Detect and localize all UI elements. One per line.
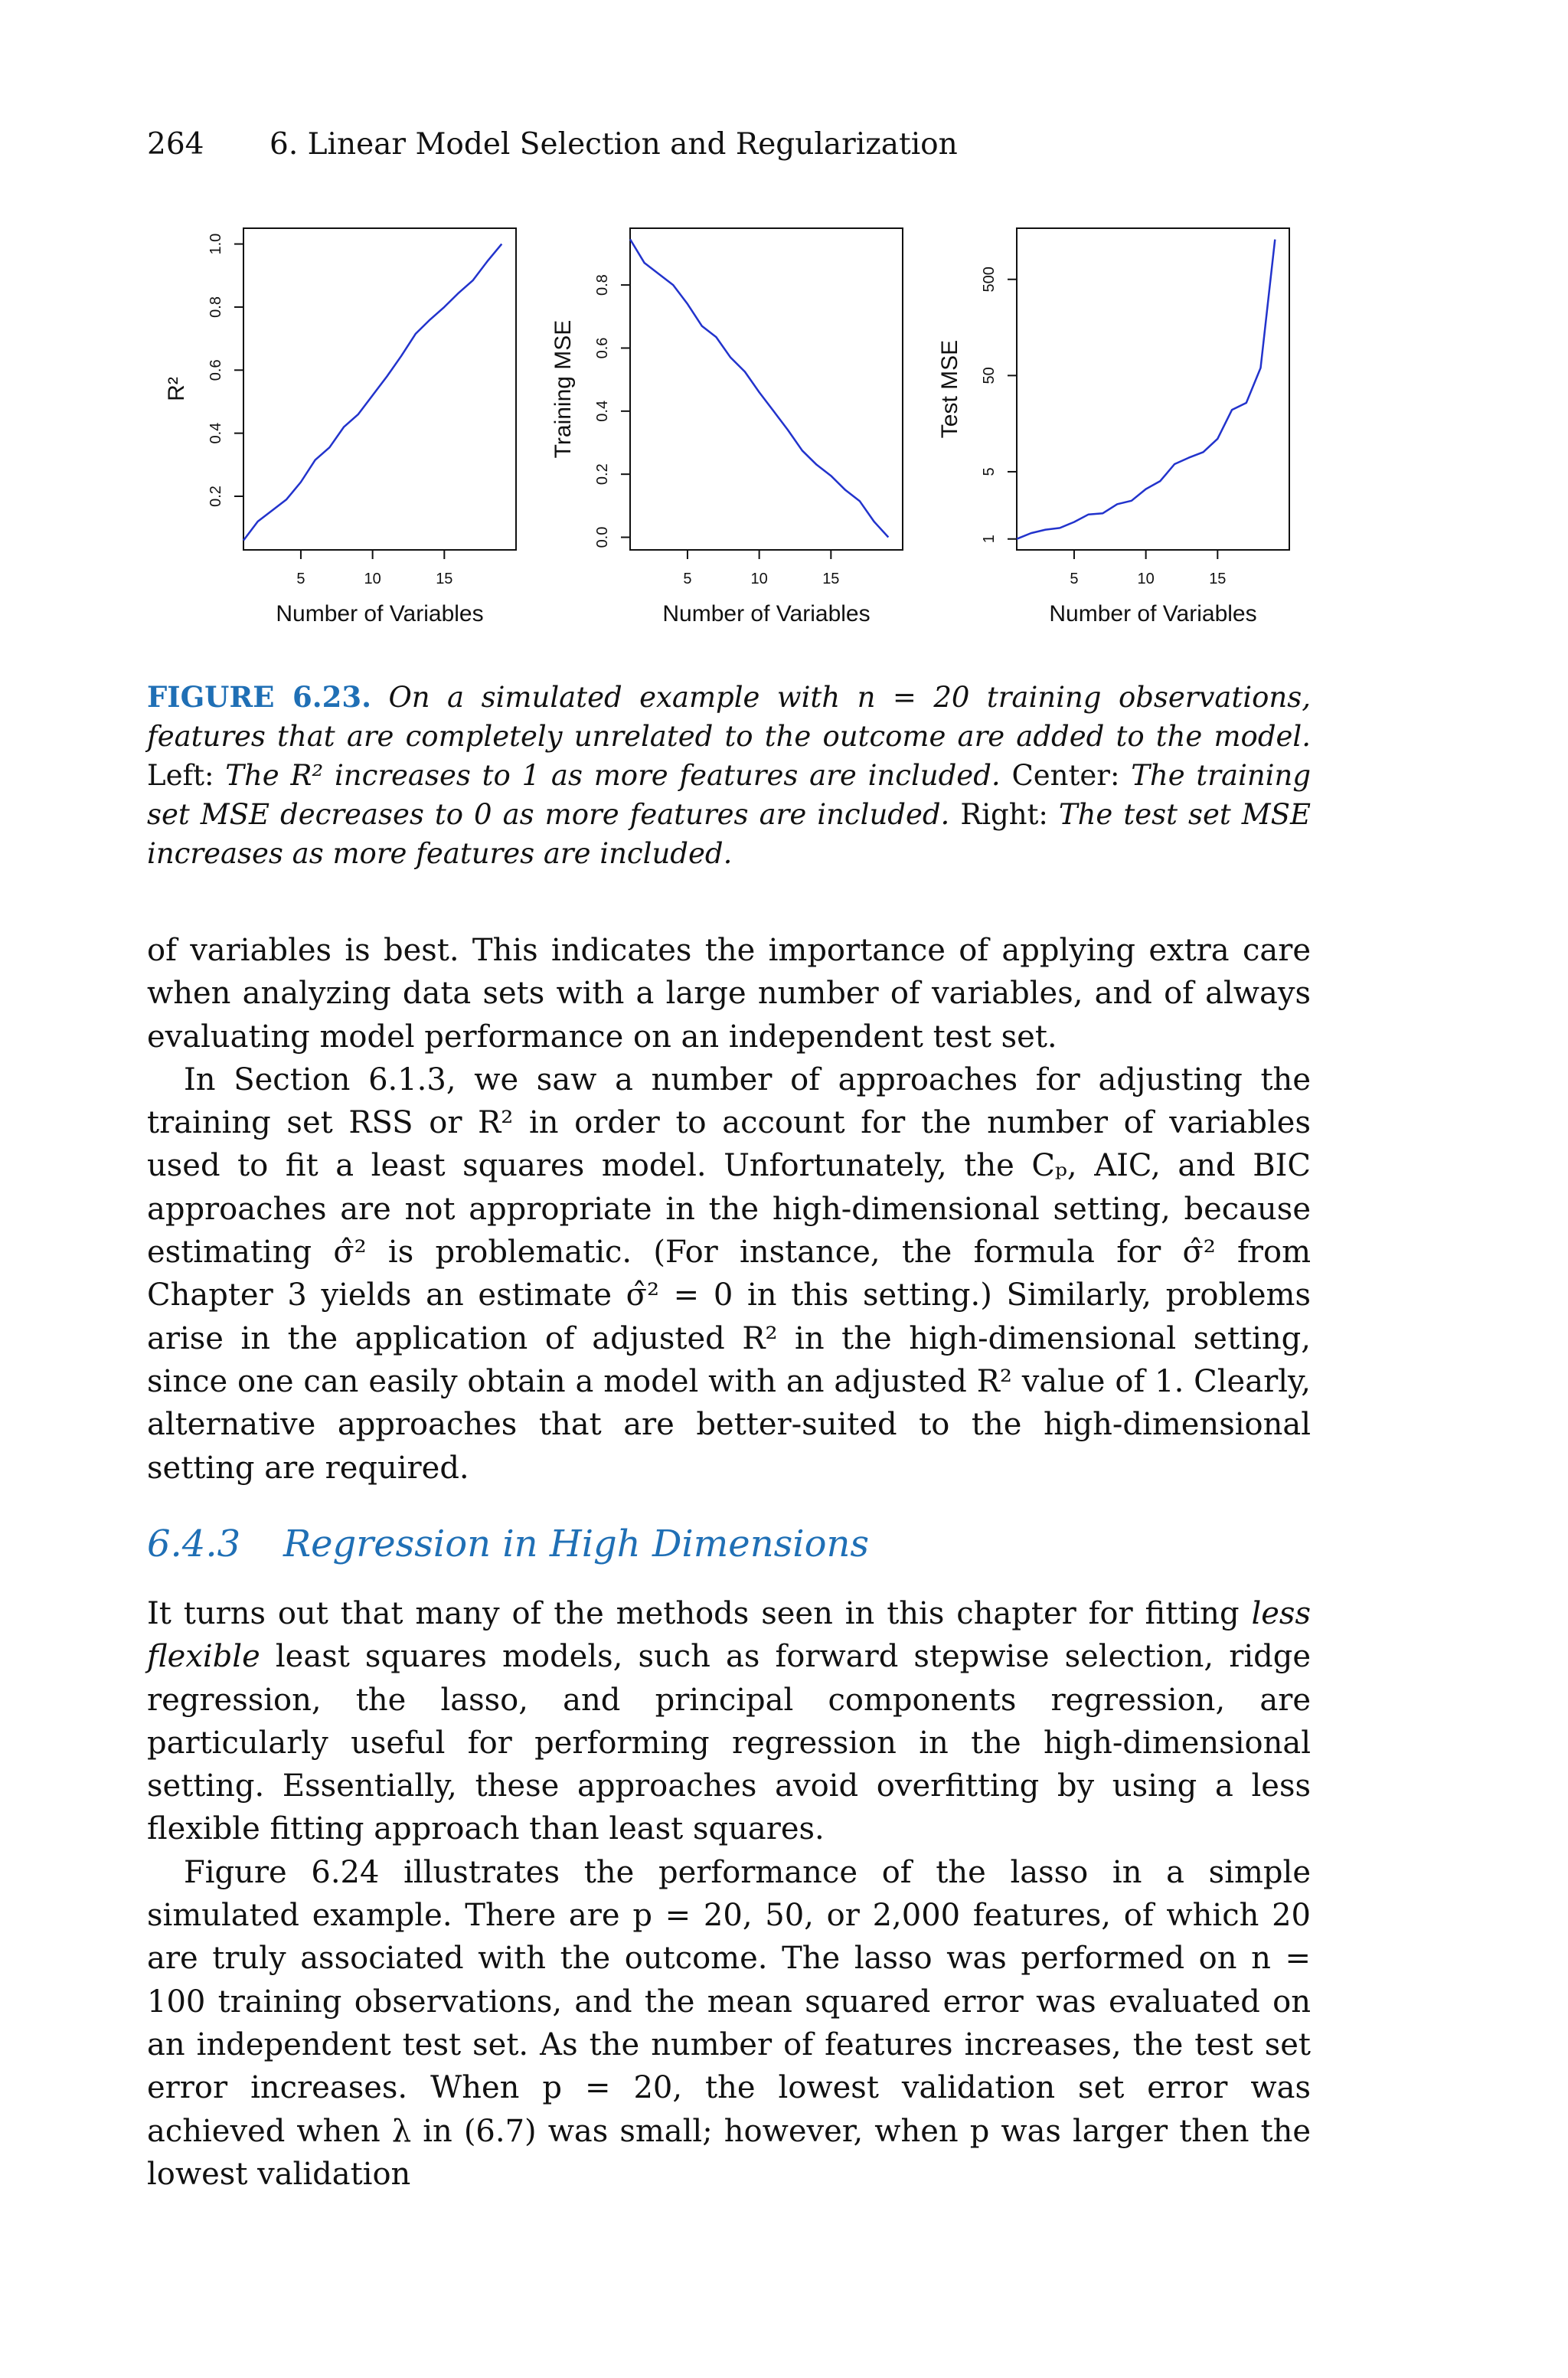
x-axis-label: Number of Variables bbox=[276, 601, 484, 626]
x-tick-label: 5 bbox=[683, 571, 692, 587]
caption-part-3: The training set MSE decreases to 0 as more features are included. bbox=[147, 759, 1312, 831]
caption-part-2: The R² increases to 1 as more features are included. bbox=[225, 759, 1001, 792]
y-tick-label: 0.0 bbox=[594, 526, 611, 548]
caption-center-label: Center: bbox=[1011, 759, 1120, 792]
section-number: 6.4.3 bbox=[147, 1523, 241, 1565]
body-text-top bbox=[147, 929, 1311, 1490]
y-tick-label: 0.2 bbox=[594, 463, 611, 486]
paragraph bbox=[147, 1592, 1311, 1851]
x-tick-label: 10 bbox=[750, 571, 768, 587]
y-tick-label: 1.0 bbox=[207, 233, 224, 255]
y-tick-label: 50 bbox=[981, 367, 998, 384]
x-tick-label: 10 bbox=[1137, 571, 1155, 587]
figure-caption bbox=[147, 678, 1311, 873]
series-line bbox=[1017, 240, 1275, 539]
x-tick-label: 15 bbox=[1209, 571, 1227, 587]
section-heading bbox=[147, 1523, 869, 1565]
paragraph-text: It turns out that many of the methods seen in this chapter for fitting bbox=[147, 1596, 1240, 1631]
x-axis-label: Number of Variables bbox=[1049, 601, 1257, 626]
y-tick-label: 0.8 bbox=[594, 274, 611, 296]
figure-label: FIGURE 6.23. bbox=[147, 680, 371, 714]
section-title: Regression in High Dimensions bbox=[283, 1523, 870, 1565]
x-tick-label: 10 bbox=[364, 571, 381, 587]
y-tick-label: 0.4 bbox=[207, 422, 224, 444]
paragraph: of variables is best. This indicates the importance of applying extra care when analyzing data sets with a large number of variables, and of always evaluating model performance on an independent test set. bbox=[147, 933, 1311, 1055]
figure-charts bbox=[145, 214, 1325, 643]
y-tick-label: 500 bbox=[981, 267, 998, 293]
x-tick-label: 5 bbox=[1070, 571, 1079, 587]
running-header bbox=[147, 127, 958, 163]
series-line bbox=[630, 239, 888, 537]
x-axis-label: Number of Variables bbox=[662, 601, 871, 626]
plot-frame bbox=[1017, 228, 1289, 550]
y-tick-label: 0.6 bbox=[594, 337, 611, 359]
caption-part-1: On a simulated example with n = 20 training observations, features that are completely unrelated to the outcome are added to the model. bbox=[147, 681, 1311, 753]
y-tick-label: 0.6 bbox=[207, 359, 224, 381]
figure-6-23 bbox=[145, 214, 1325, 643]
paragraph: In Section 6.1.3, we saw a number of approaches for adjusting the training set RSS or R² in order to account for the number of variables used to fit a least squares model. Unfortunately, the Cₚ, AIC, and BIC approaches are not appropriate in the high-dimensional setting, because estimating σ̂² is problematic. (For instance, the formula for σ̂² from Chapter 3 yields an estimate σ̂² = 0 in this setting.) Similarly, problems arise in the application of adjusted R² in the high-dimensional setting, since one can easily obtain a model with an adjusted R² value of 1. Clearly, alternative approaches that are better-suited to the high-dimensional setting are required. bbox=[147, 1061, 1311, 1486]
caption-part-4: The test set MSE increases as more features are included. bbox=[147, 798, 1312, 870]
caption-right-label: Right: bbox=[960, 798, 1048, 831]
y-axis-label: Test MSE bbox=[937, 339, 962, 439]
series-line bbox=[243, 244, 501, 541]
paragraph-text: least squares models, such as forward stepwise selection, ridge regression, the lasso, and principal components regression, are particularly useful for performing regression in the high-dimensional setting. Essentially, these approaches avoid overfitting by using a less flexible fitting approach than least squares. bbox=[147, 1639, 1311, 1847]
y-tick-label: 5 bbox=[981, 467, 998, 476]
x-tick-label: 15 bbox=[436, 571, 453, 587]
caption-left-label: Left: bbox=[147, 759, 214, 792]
x-tick-label: 5 bbox=[296, 571, 305, 587]
y-tick-label: 0.2 bbox=[207, 486, 224, 507]
page-number: 264 bbox=[147, 127, 204, 162]
body-text-bottom bbox=[147, 1592, 1311, 2196]
paragraph: Figure 6.24 illustrates the performance of the lasso in a simple simulated example. There are p = 20, 50, or 2,000 features, of which 20 are truly associated with the outcome. The lasso was performed on n = 100 training observations, and the mean squared error was evaluated on an independent test set. As the number of features increases, the test set error increases. When p = 20, the lowest validation set error was achieved when λ in (6.7) was small; however, when p was larger then the lowest validation bbox=[147, 1854, 1311, 2192]
y-tick-label: 1 bbox=[981, 535, 998, 544]
x-tick-label: 15 bbox=[822, 571, 840, 587]
y-tick-label: 0.4 bbox=[594, 400, 611, 422]
emphasis-text: less flexible bbox=[147, 1596, 1311, 1675]
chapter-title: 6. Linear Model Selection and Regularization bbox=[270, 127, 958, 162]
y-tick-label: 0.8 bbox=[207, 296, 224, 318]
y-axis-label: Training MSE bbox=[550, 319, 576, 459]
plot-frame bbox=[630, 228, 903, 550]
y-axis-label: R² bbox=[164, 377, 189, 401]
